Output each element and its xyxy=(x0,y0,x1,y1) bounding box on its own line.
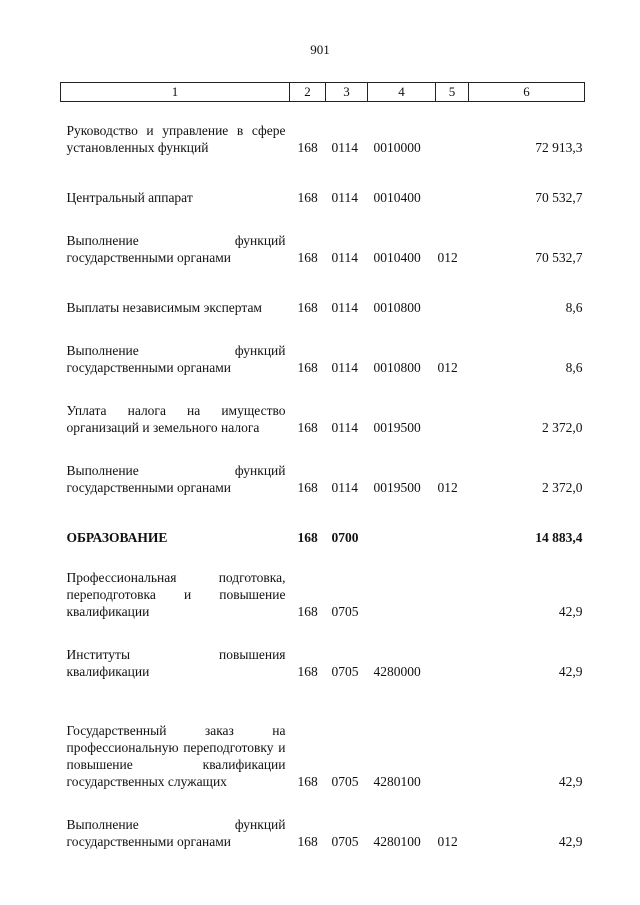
target-code: 0010800 xyxy=(373,299,421,315)
column-header-1: 1 xyxy=(61,83,290,102)
row-name: Руководство и управление в сфере установленных функций xyxy=(66,122,286,155)
expense-type-code xyxy=(436,546,469,620)
section-code: 0705 xyxy=(331,773,359,789)
amount: 8,6 xyxy=(565,299,583,315)
section-code: 0114 xyxy=(331,299,358,315)
row-name: Выполнение функций государственными органами xyxy=(66,342,286,375)
section-code: 0114 xyxy=(331,139,358,155)
row-name: Институты повышения квалификации xyxy=(66,646,286,679)
amount: 72 913,3 xyxy=(535,139,583,155)
row-name: Центральный аппарат xyxy=(66,189,193,205)
table-header-row xyxy=(61,83,585,102)
ministry-code: 168 xyxy=(297,479,318,495)
ministry-code: 168 xyxy=(297,189,318,205)
expense-type-code: 012 xyxy=(437,479,458,495)
expense-type-code: 012 xyxy=(437,833,458,849)
ministry-code: 168 xyxy=(297,529,318,545)
section-code: 0705 xyxy=(331,663,359,679)
amount: 14 883,4 xyxy=(535,529,583,545)
section-code: 0700 xyxy=(331,529,359,545)
table-row xyxy=(61,546,585,620)
target-code: 0019500 xyxy=(373,419,421,435)
table-row xyxy=(61,376,585,436)
row-name: ОБРАЗОВАНИЕ xyxy=(66,529,168,545)
ministry-code: 168 xyxy=(297,359,318,375)
row-name: Уплата налога на имущество организаций и земельного налога xyxy=(66,402,286,435)
table-row xyxy=(61,496,585,546)
section-code: 0114 xyxy=(331,249,358,265)
target-code xyxy=(368,546,436,620)
column-header-4: 4 xyxy=(368,83,436,102)
row-name: Государственный заказ на профессиональную переподготовку и повышение квалификации государственных служащих xyxy=(66,722,286,789)
amount: 42,9 xyxy=(558,833,583,849)
target-code: 4280100 xyxy=(373,833,421,849)
table-row xyxy=(61,316,585,376)
ministry-code: 168 xyxy=(297,833,318,849)
section-code: 0114 xyxy=(331,419,358,435)
expense-type-code xyxy=(436,156,469,206)
amount: 42,9 xyxy=(558,603,583,619)
column-header-2: 2 xyxy=(290,83,326,102)
amount: 70 532,7 xyxy=(535,189,583,205)
target-code: 0010400 xyxy=(373,189,421,205)
section-code: 0705 xyxy=(331,833,359,849)
ministry-code: 168 xyxy=(297,299,318,315)
table-row xyxy=(61,206,585,266)
ministry-code: 168 xyxy=(297,773,318,789)
amount: 2 372,0 xyxy=(542,479,583,495)
table-row xyxy=(61,680,585,790)
column-header-5: 5 xyxy=(436,83,469,102)
expense-type-code: 012 xyxy=(437,359,458,375)
expense-type-code xyxy=(436,266,469,316)
column-header-3: 3 xyxy=(326,83,368,102)
amount: 42,9 xyxy=(558,773,583,789)
ministry-code: 168 xyxy=(297,139,318,155)
table-row xyxy=(61,156,585,206)
row-name: Выплаты независимым экспертам xyxy=(66,299,262,315)
row-name: Выполнение функций государственными органами xyxy=(66,232,286,265)
amount: 70 532,7 xyxy=(535,249,583,265)
row-name: Профессиональная подготовка, переподготовка и повышение квалификации xyxy=(66,569,286,619)
expense-type-code: 012 xyxy=(437,249,458,265)
ministry-code: 168 xyxy=(297,249,318,265)
expense-type-code xyxy=(436,620,469,680)
section-code: 0114 xyxy=(331,189,358,205)
section-code: 0114 xyxy=(331,359,358,375)
target-code xyxy=(368,496,436,546)
ministry-code: 168 xyxy=(297,603,318,619)
section-code: 0705 xyxy=(331,603,359,619)
expense-type-code xyxy=(436,102,469,156)
budget-table xyxy=(60,82,585,850)
expense-type-code xyxy=(436,376,469,436)
target-code: 0010400 xyxy=(373,249,421,265)
table-row xyxy=(61,790,585,850)
row-name: Выполнение функций государственными органами xyxy=(66,462,286,495)
table-row xyxy=(61,102,585,156)
target-code: 4280100 xyxy=(373,773,421,789)
amount: 8,6 xyxy=(565,359,583,375)
expense-type-code xyxy=(436,496,469,546)
table-row xyxy=(61,620,585,680)
column-header-6: 6 xyxy=(469,83,585,102)
amount: 42,9 xyxy=(558,663,583,679)
target-code: 4280000 xyxy=(373,663,421,679)
ministry-code: 168 xyxy=(297,663,318,679)
section-code: 0114 xyxy=(331,479,358,495)
target-code: 0019500 xyxy=(373,479,421,495)
table-row xyxy=(61,266,585,316)
page-number: 901 xyxy=(310,42,330,57)
expense-type-code xyxy=(436,680,469,790)
target-code: 0010000 xyxy=(373,139,421,155)
amount: 2 372,0 xyxy=(542,419,583,435)
ministry-code: 168 xyxy=(297,419,318,435)
table-row xyxy=(61,436,585,496)
target-code: 0010800 xyxy=(373,359,421,375)
row-name: Выполнение функций государственными органами xyxy=(66,816,286,849)
